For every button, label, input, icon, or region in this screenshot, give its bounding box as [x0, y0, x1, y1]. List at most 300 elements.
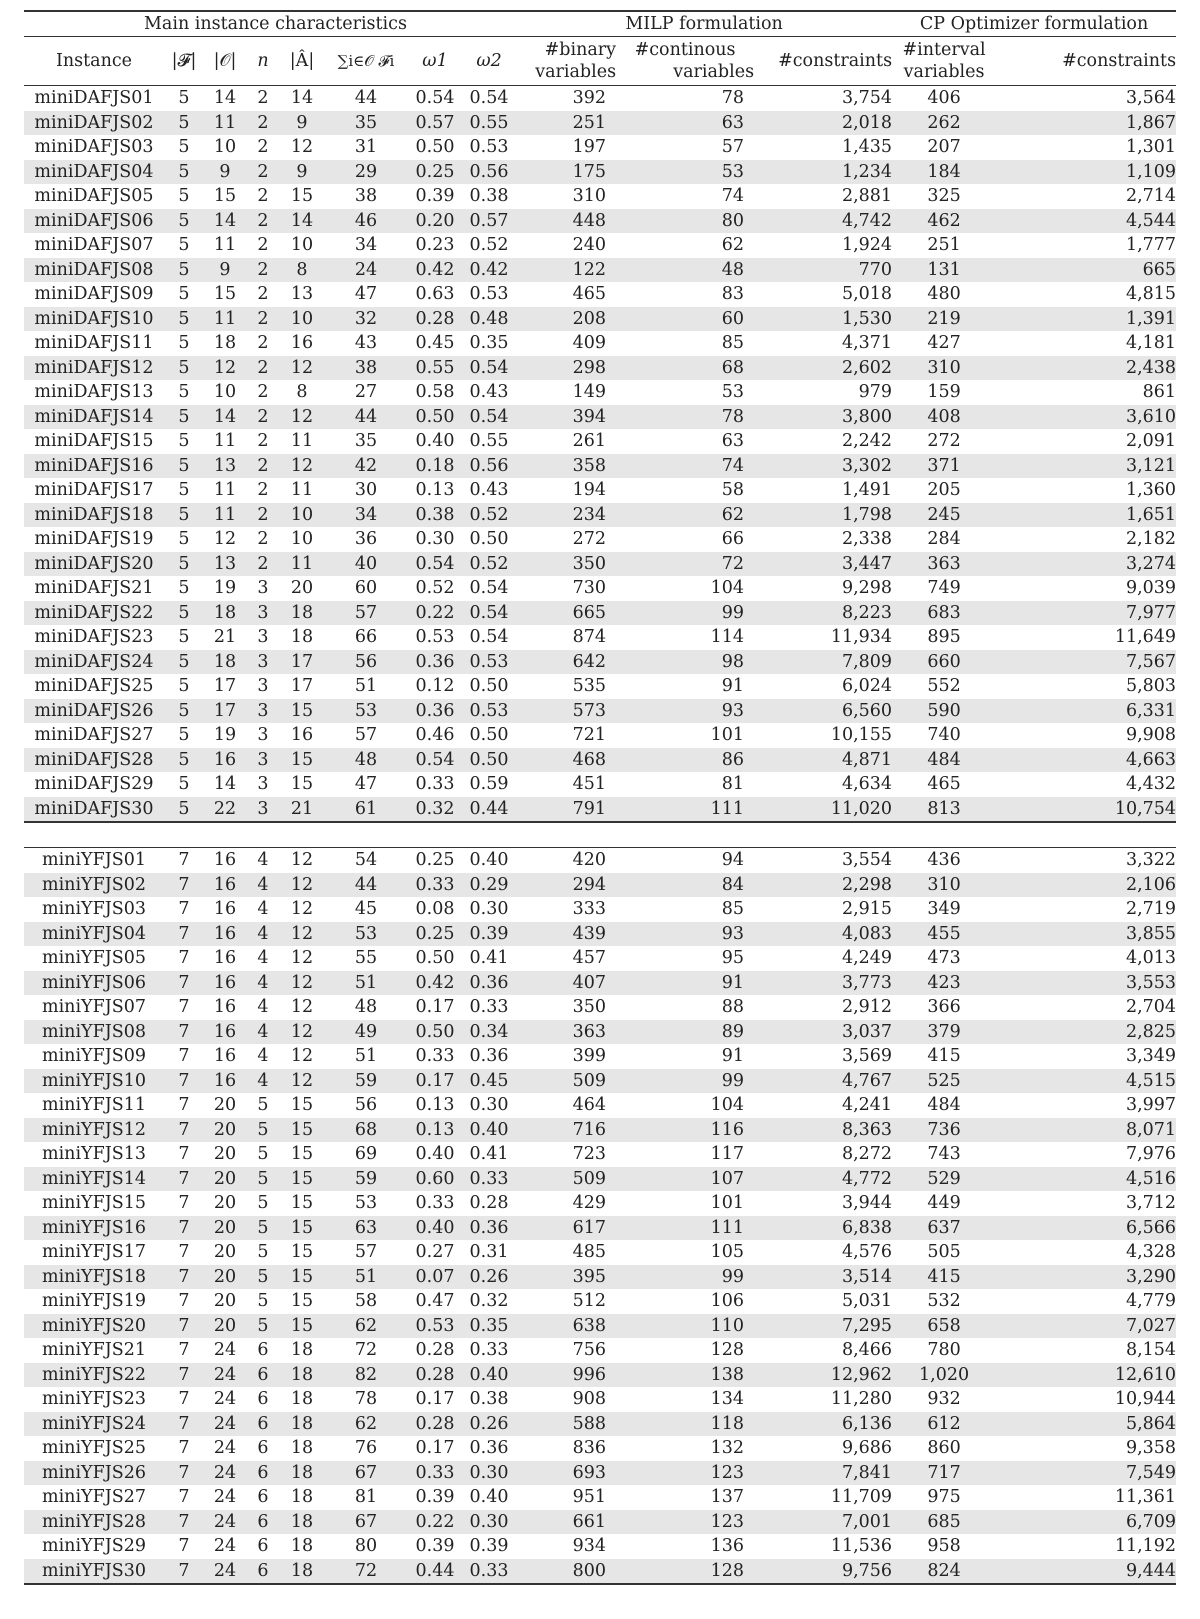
cell-milp-constraints: 12,962: [754, 1363, 892, 1388]
cell-o-card: 24: [204, 1559, 246, 1585]
cell-binary-vars: 392: [572, 88, 607, 108]
cell-omega-1: 0.54: [415, 88, 455, 108]
cell-sum-f: 78: [354, 1389, 378, 1409]
cell-o-card: 21: [213, 627, 237, 647]
cell-f-card: 5: [178, 578, 190, 598]
cell-omega-2: 0.53: [462, 650, 516, 675]
cell-sum-f: 43: [354, 333, 378, 353]
cell-o-card: 9: [204, 258, 246, 283]
table-row: [24, 135, 1176, 160]
cell-a-hat: 18: [290, 627, 314, 647]
cell-o-card: 15: [213, 284, 237, 304]
cell-binary-vars: 251: [516, 111, 616, 136]
cell-cp-constraints: 11,649: [1114, 627, 1177, 647]
cell-cp-constraints: 2,182: [1125, 529, 1177, 549]
cell-f-card: 7: [164, 1363, 204, 1388]
table-row: [24, 971, 1176, 996]
cell-n: 6: [246, 1363, 280, 1388]
cell-f-card: 5: [164, 307, 204, 332]
cell-continous-vars: 95: [721, 948, 745, 968]
cell-milp-constraints: 1,530: [754, 307, 892, 332]
cell-n: 5: [257, 1144, 269, 1164]
table-row: [24, 699, 1176, 724]
table-row: [24, 1093, 1176, 1118]
table-row: [24, 1534, 1176, 1559]
cell-n: 4: [246, 848, 280, 873]
cell-instance: miniDAFJS14: [24, 405, 164, 430]
cell-milp-constraints: 8,272: [841, 1144, 893, 1164]
cell-instance: miniDAFJS21: [34, 578, 154, 598]
cell-cp-constraints: 7,027: [996, 1314, 1176, 1339]
cell-cp-constraints: 1,651: [996, 503, 1176, 528]
section-yfjs: [24, 848, 1176, 1585]
cell-omega-1: 0.40: [415, 1144, 455, 1164]
cell-omega-1: 0.50: [408, 1020, 462, 1045]
cell-sum-f: 67: [324, 1461, 408, 1486]
cell-n: 2: [246, 258, 280, 283]
cell-sum-f: 57: [354, 1242, 378, 1262]
cell-o-card: 22: [204, 797, 246, 823]
cell-binary-vars: 934: [572, 1536, 607, 1556]
cell-o-card: 18: [204, 650, 246, 675]
cell-n: 2: [246, 209, 280, 234]
cell-interval-vars: 932: [927, 1389, 961, 1409]
cell-omega-2: 0.55: [469, 431, 509, 451]
cell-instance: miniDAFJS02: [24, 111, 164, 136]
cell-interval-vars: 325: [927, 186, 961, 206]
cell-interval-vars: 184: [892, 160, 996, 185]
cell-f-card: 5: [164, 797, 204, 823]
cell-n: 3: [246, 797, 280, 823]
cell-cp-constraints: 1,301: [1125, 137, 1177, 157]
cell-binary-vars: 395: [516, 1265, 616, 1290]
cell-binary-vars: 665: [516, 601, 616, 626]
cell-f-card: 7: [164, 1559, 204, 1585]
cell-instance: miniDAFJS17: [34, 480, 154, 500]
cell-omega-1: 0.13: [408, 1118, 462, 1143]
cell-binary-vars: 234: [516, 503, 616, 528]
cell-omega-2: 0.54: [462, 356, 516, 381]
cell-a-hat: 21: [280, 797, 324, 823]
cell-continous-vars: 60: [616, 307, 754, 332]
cell-a-hat: 18: [290, 1536, 314, 1556]
cell-binary-vars: 407: [516, 971, 616, 996]
cell-omega-1: 0.42: [408, 258, 462, 283]
cell-o-card: 20: [204, 1314, 246, 1339]
cell-interval-vars: 525: [892, 1069, 996, 1094]
cell-cp-constraints: 1,391: [996, 307, 1176, 332]
cell-a-hat: 15: [290, 1193, 314, 1213]
cell-instance: miniYFJS07: [41, 997, 147, 1017]
cell-a-hat: 10: [280, 307, 324, 332]
cell-f-card: 7: [178, 1193, 190, 1213]
cell-sum-f: 48: [324, 748, 408, 773]
cell-o-card: 13: [204, 454, 246, 479]
cell-cp-constraints: 3,997: [1125, 1095, 1177, 1115]
cell-omega-1: 0.32: [408, 797, 462, 823]
cell-n: 3: [246, 601, 280, 626]
cell-a-hat: 18: [280, 601, 324, 626]
cell-a-hat: 18: [280, 1363, 324, 1388]
cell-sum-f: 59: [324, 1167, 408, 1192]
cell-a-hat: 12: [280, 405, 324, 430]
cell-o-card: 24: [213, 1487, 237, 1507]
cell-n: 5: [257, 1291, 269, 1311]
table-row: [24, 1436, 1176, 1461]
cell-binary-vars: 573: [516, 699, 616, 724]
cell-o-card: 16: [213, 997, 237, 1017]
cell-continous-vars: 99: [616, 1265, 754, 1290]
col-sum-f: ∑i∈𝒪 𝓕i: [337, 52, 395, 70]
cell-cp-constraints: 1,360: [1125, 480, 1177, 500]
cell-o-card: 17: [213, 676, 237, 696]
cell-milp-constraints: 3,800: [754, 405, 892, 430]
cell-omega-1: 0.27: [415, 1242, 455, 1262]
cell-a-hat: 15: [290, 774, 314, 794]
cell-o-card: 24: [204, 1510, 246, 1535]
cell-n: 3: [257, 774, 269, 794]
cell-omega-1: 0.33: [408, 1461, 462, 1486]
cell-omega-1: 0.12: [415, 676, 455, 696]
cell-n: 4: [246, 922, 280, 947]
cell-omega-2: 0.36: [462, 971, 516, 996]
cell-milp-constraints: 3,302: [754, 454, 892, 479]
cell-instance: miniDAFJS23: [34, 627, 154, 647]
table-row: [24, 1142, 1176, 1167]
cell-continous-vars: 128: [616, 1559, 754, 1585]
cell-instance: miniYFJS05: [41, 948, 147, 968]
cell-interval-vars: 205: [927, 480, 961, 500]
cell-n: 2: [246, 503, 280, 528]
cell-o-card: 20: [204, 1118, 246, 1143]
cell-o-card: 14: [204, 405, 246, 430]
cell-omega-1: 0.17: [415, 997, 455, 1017]
cell-omega-2: 0.59: [469, 774, 509, 794]
cell-cp-constraints: 4,544: [996, 209, 1176, 234]
cell-binary-vars: 996: [516, 1363, 616, 1388]
cell-o-card: 15: [213, 186, 237, 206]
cell-milp-constraints: 9,756: [754, 1559, 892, 1585]
cell-continous-vars: 81: [721, 774, 745, 794]
cell-n: 2: [246, 552, 280, 577]
cell-cp-constraints: 4,815: [1125, 284, 1177, 304]
cell-instance: miniDAFJS18: [24, 503, 164, 528]
cell-f-card: 7: [164, 1265, 204, 1290]
cell-continous-vars: 98: [616, 650, 754, 675]
col-binary-line2: variables: [535, 62, 617, 82]
cell-a-hat: 11: [290, 480, 314, 500]
cell-binary-vars: 535: [572, 676, 607, 696]
cell-omega-1: 0.63: [415, 284, 455, 304]
cell-interval-vars: 658: [892, 1314, 996, 1339]
cell-milp-constraints: 3,554: [754, 848, 892, 873]
cell-n: 4: [257, 948, 269, 968]
cell-cp-constraints: 9,444: [996, 1559, 1176, 1585]
col-instance: Instance: [55, 51, 133, 71]
cell-n: 6: [246, 1461, 280, 1486]
cell-sum-f: 34: [354, 235, 378, 255]
cell-binary-vars: 908: [572, 1389, 607, 1409]
cell-n: 5: [257, 1193, 269, 1213]
cell-milp-constraints: 2,912: [841, 997, 893, 1017]
table-row: [24, 1510, 1176, 1535]
table-row: [24, 184, 1176, 209]
cell-f-card: 5: [178, 725, 190, 745]
cell-o-card: 24: [213, 1340, 237, 1360]
cell-o-card: 16: [204, 848, 246, 873]
cell-f-card: 7: [164, 1069, 204, 1094]
table-row: [24, 1069, 1176, 1094]
table-row: [24, 625, 1176, 650]
cell-continous-vars: 68: [616, 356, 754, 381]
cell-a-hat: 12: [290, 899, 314, 919]
table-row: [24, 873, 1176, 898]
cell-instance: miniDAFJS08: [24, 258, 164, 283]
cell-sum-f: 38: [324, 356, 408, 381]
table-row: [24, 1314, 1176, 1339]
cell-interval-vars: 284: [927, 529, 961, 549]
cell-binary-vars: 451: [572, 774, 607, 794]
cell-instance: miniYFJS11: [41, 1095, 147, 1115]
cell-f-card: 7: [178, 1242, 190, 1262]
cell-interval-vars: 455: [892, 922, 996, 947]
cell-f-card: 5: [178, 382, 190, 402]
cell-omega-2: 0.38: [469, 1389, 509, 1409]
table-row: [24, 650, 1176, 675]
cell-omega-1: 0.36: [408, 650, 462, 675]
cell-cp-constraints: 7,977: [996, 601, 1176, 626]
cell-sum-f: 48: [354, 997, 378, 1017]
cell-omega-2: 0.32: [469, 1291, 509, 1311]
cell-binary-vars: 485: [572, 1242, 607, 1262]
cell-o-card: 16: [204, 922, 246, 947]
cell-omega-1: 0.28: [408, 1363, 462, 1388]
cell-omega-1: 0.28: [408, 307, 462, 332]
cell-n: 2: [257, 186, 269, 206]
table-row: [24, 1216, 1176, 1241]
cell-continous-vars: 93: [616, 922, 754, 947]
cell-a-hat: 15: [290, 1291, 314, 1311]
cell-cp-constraints: 4,013: [1125, 948, 1177, 968]
cell-omega-1: 0.13: [415, 480, 455, 500]
cell-instance: miniYFJS22: [24, 1363, 164, 1388]
cell-a-hat: 12: [290, 997, 314, 1017]
cell-f-card: 7: [178, 997, 190, 1017]
cell-continous-vars: 118: [616, 1412, 754, 1437]
cell-cp-constraints: 3,553: [996, 971, 1176, 996]
table-row: [24, 576, 1176, 601]
cell-sum-f: 35: [324, 111, 408, 136]
cell-cp-constraints: 12,610: [996, 1363, 1176, 1388]
cell-milp-constraints: 3,754: [841, 88, 893, 108]
cell-omega-2: 0.48: [462, 307, 516, 332]
cell-f-card: 7: [178, 1389, 190, 1409]
cell-n: 2: [246, 111, 280, 136]
cell-omega-1: 0.39: [415, 1487, 455, 1507]
cell-o-card: 19: [213, 578, 237, 598]
cell-omega-1: 0.07: [408, 1265, 462, 1290]
cell-a-hat: 15: [280, 699, 324, 724]
cell-omega-2: 0.33: [462, 1559, 516, 1585]
cell-interval-vars: 207: [927, 137, 961, 157]
cell-f-card: 5: [164, 454, 204, 479]
cell-continous-vars: 99: [616, 601, 754, 626]
cell-sum-f: 42: [324, 454, 408, 479]
cell-a-hat: 18: [290, 1389, 314, 1409]
cell-sum-f: 51: [354, 1046, 378, 1066]
cell-f-card: 7: [164, 1216, 204, 1241]
cell-interval-vars: 637: [892, 1216, 996, 1241]
cell-sum-f: 51: [324, 1265, 408, 1290]
table-row: [24, 86, 1176, 111]
cell-binary-vars: 149: [572, 382, 607, 402]
cell-cp-constraints: 9,908: [1125, 725, 1177, 745]
cell-milp-constraints: 2,338: [841, 529, 893, 549]
cell-omega-2: 0.45: [462, 1069, 516, 1094]
cell-continous-vars: 116: [616, 1118, 754, 1143]
cell-f-card: 7: [164, 1412, 204, 1437]
cell-n: 2: [246, 405, 280, 430]
cell-milp-constraints: 3,569: [841, 1046, 893, 1066]
cell-continous-vars: 88: [721, 997, 745, 1017]
cell-interval-vars: 262: [892, 111, 996, 136]
cell-omega-1: 0.58: [415, 382, 455, 402]
col-omega-2: ω2: [476, 51, 502, 71]
cell-a-hat: 14: [290, 88, 314, 108]
cell-omega-1: 0.25: [408, 160, 462, 185]
cell-continous-vars: 101: [710, 1193, 745, 1213]
col-interval-line1: #interval: [902, 40, 986, 60]
cell-milp-constraints: 4,576: [841, 1242, 893, 1262]
cell-instance: miniYFJS20: [24, 1314, 164, 1339]
cell-sum-f: 27: [354, 382, 378, 402]
cell-o-card: 20: [213, 1291, 237, 1311]
cell-omega-1: 0.08: [415, 899, 455, 919]
table-row: [24, 478, 1176, 503]
col-continous-variables: [616, 37, 754, 86]
table-row: [24, 1191, 1176, 1216]
cell-f-card: 5: [164, 258, 204, 283]
cell-sum-f: 34: [324, 503, 408, 528]
cell-n: 5: [246, 1314, 280, 1339]
cell-sum-f: 53: [324, 922, 408, 947]
cell-omega-1: 0.39: [415, 1536, 455, 1556]
cell-sum-f: 62: [324, 1412, 408, 1437]
cell-o-card: 19: [213, 725, 237, 745]
cell-continous-vars: 111: [616, 797, 754, 823]
table-row: [24, 258, 1176, 283]
col-f-cardinality: |𝓕|: [171, 51, 197, 71]
cell-interval-vars: 371: [892, 454, 996, 479]
cell-n: 6: [257, 1438, 269, 1458]
cell-instance: miniDAFJS22: [24, 601, 164, 626]
cell-n: 6: [246, 1510, 280, 1535]
cell-interval-vars: 159: [927, 382, 961, 402]
table-row: [24, 848, 1176, 873]
cell-continous-vars: 85: [721, 899, 745, 919]
cell-instance: miniYFJS10: [24, 1069, 164, 1094]
cell-sum-f: 49: [324, 1020, 408, 1045]
cell-f-card: 7: [178, 1340, 190, 1360]
col-continous-line2: variables: [673, 62, 755, 82]
cell-n: 3: [257, 676, 269, 696]
cell-sum-f: 44: [354, 88, 378, 108]
cell-interval-vars: 310: [892, 356, 996, 381]
cell-n: 3: [257, 725, 269, 745]
cell-interval-vars: 473: [927, 948, 961, 968]
cell-o-card: 20: [213, 1242, 237, 1262]
cell-interval-vars: 717: [892, 1461, 996, 1486]
cell-continous-vars: 107: [616, 1167, 754, 1192]
cell-o-card: 11: [213, 480, 237, 500]
section-spacer: [24, 822, 1176, 848]
cell-cp-constraints: 7,976: [1125, 1144, 1177, 1164]
cell-continous-vars: 62: [721, 235, 745, 255]
cell-continous-vars: 123: [616, 1510, 754, 1535]
cell-continous-vars: 48: [616, 258, 754, 283]
cell-sum-f: 47: [354, 284, 378, 304]
cell-f-card: 5: [178, 529, 190, 549]
cell-binary-vars: 791: [516, 797, 616, 823]
cell-a-hat: 12: [280, 1020, 324, 1045]
cell-instance: miniYFJS29: [41, 1536, 147, 1556]
cell-cp-constraints: 2,825: [996, 1020, 1176, 1045]
table-row: [24, 160, 1176, 185]
cell-o-card: 13: [204, 552, 246, 577]
cell-a-hat: 18: [290, 1340, 314, 1360]
cell-continous-vars: 78: [616, 405, 754, 430]
cell-milp-constraints: 7,841: [754, 1461, 892, 1486]
cell-milp-constraints: 1,491: [841, 480, 893, 500]
cell-n: 3: [257, 578, 269, 598]
cell-cp-constraints: 4,779: [1125, 1291, 1177, 1311]
cell-sum-f: 35: [354, 431, 378, 451]
cell-continous-vars: 136: [710, 1536, 745, 1556]
cell-binary-vars: 298: [516, 356, 616, 381]
cell-omega-2: 0.33: [469, 997, 509, 1017]
cell-milp-constraints: 4,742: [754, 209, 892, 234]
cell-omega-1: 0.33: [415, 1193, 455, 1213]
cell-a-hat: 14: [280, 209, 324, 234]
cell-continous-vars: 101: [710, 725, 745, 745]
cell-omega-1: 0.57: [408, 111, 462, 136]
cell-cp-constraints: 7,549: [996, 1461, 1176, 1486]
cell-continous-vars: 137: [710, 1487, 745, 1507]
cell-n: 3: [246, 748, 280, 773]
cell-instance: miniDAFJS12: [24, 356, 164, 381]
cell-omega-1: 0.33: [415, 774, 455, 794]
cell-sum-f: 53: [324, 699, 408, 724]
cell-continous-vars: 114: [710, 627, 745, 647]
instance-characteristics-table: [24, 10, 1176, 1585]
cell-o-card: 11: [204, 503, 246, 528]
cell-sum-f: 72: [354, 1340, 378, 1360]
cell-sum-f: 51: [324, 971, 408, 996]
cell-milp-constraints: 2,298: [754, 873, 892, 898]
cell-o-card: 20: [213, 1095, 237, 1115]
cell-o-card: 24: [213, 1438, 237, 1458]
cell-binary-vars: 721: [572, 725, 607, 745]
cell-a-hat: 10: [280, 503, 324, 528]
cell-n: 3: [246, 650, 280, 675]
cell-omega-1: 0.47: [415, 1291, 455, 1311]
cell-interval-vars: 427: [927, 333, 961, 353]
cell-binary-vars: 800: [516, 1559, 616, 1585]
cell-continous-vars: 93: [616, 699, 754, 724]
cell-omega-1: 0.13: [415, 1095, 455, 1115]
cell-a-hat: 15: [280, 1314, 324, 1339]
cell-instance: miniDAFJS26: [24, 699, 164, 724]
